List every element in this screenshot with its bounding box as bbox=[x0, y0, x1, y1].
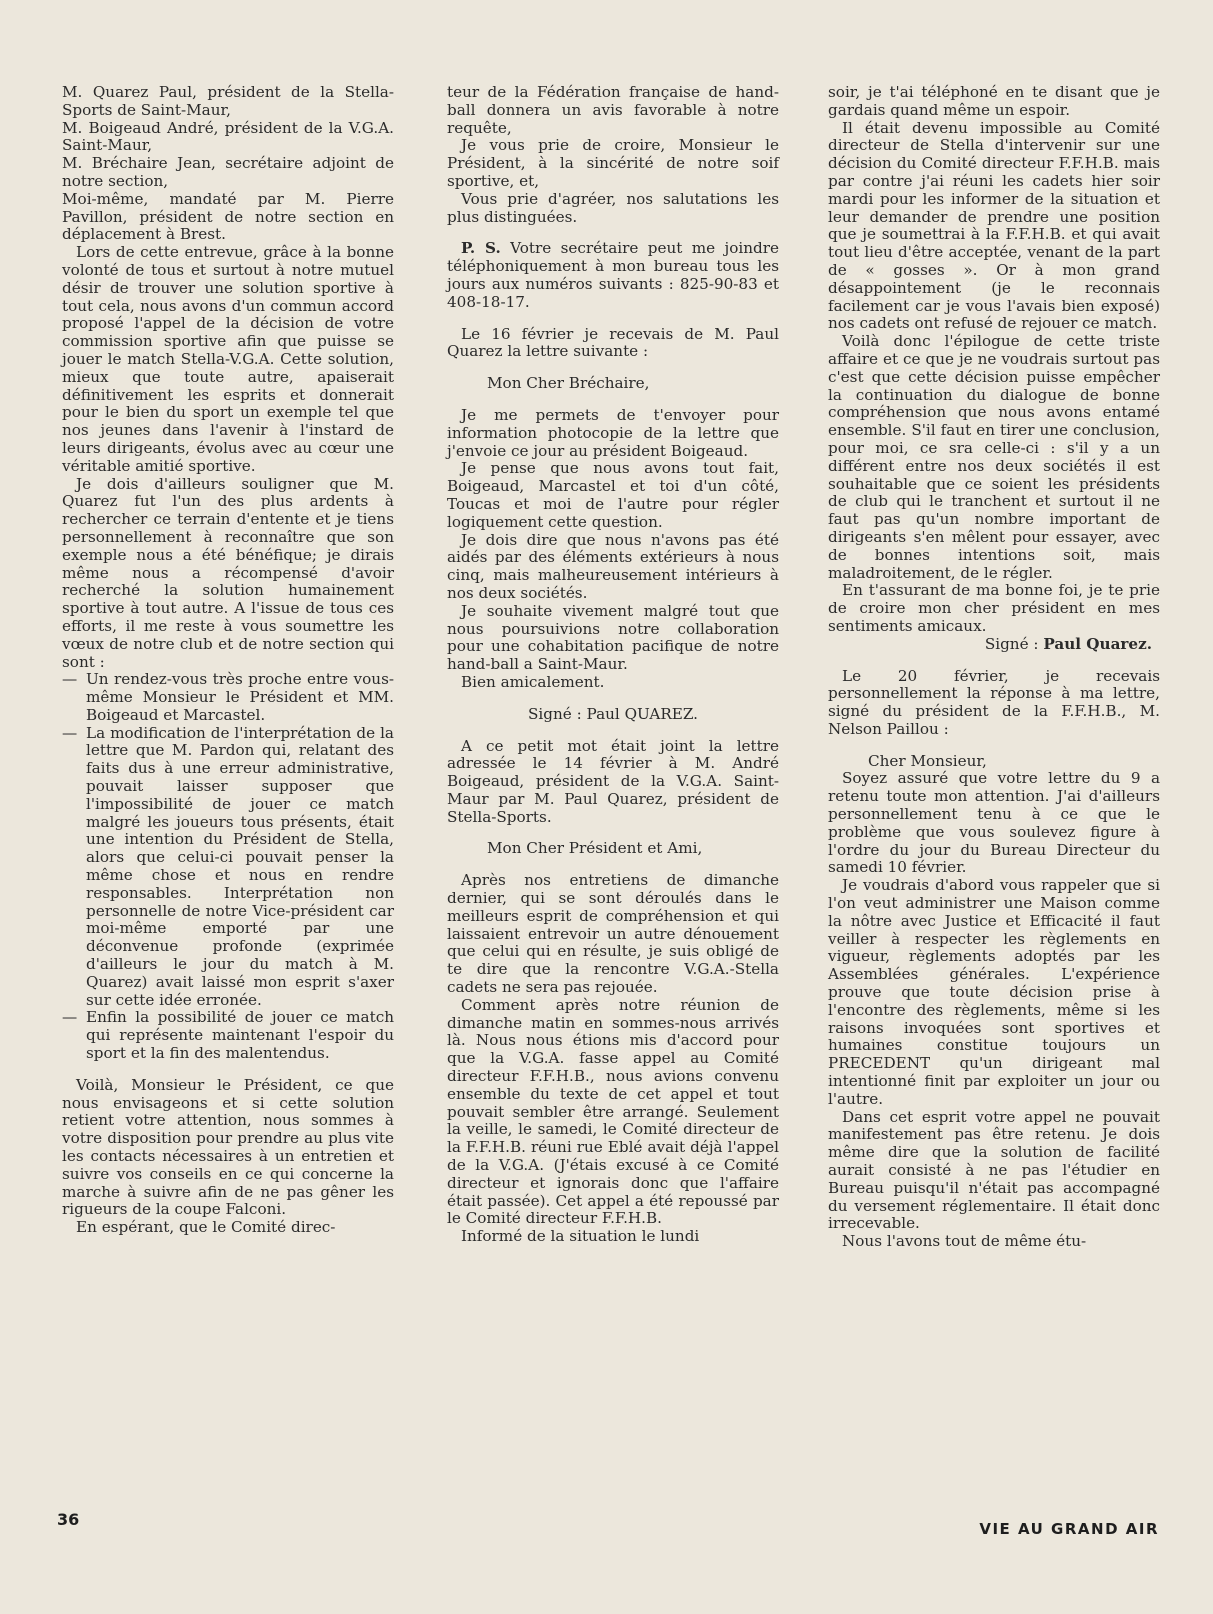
paragraph: Lors de cette entrevue, grâce à la bonne volonté de tous et surtout à notre mutuel désir de trouver une solution sportive à tout cela, nous avons d'un commun accord proposé l'appel de la décision de votre commission sportive afin que puisse se jouer le match Stella-V.G.A. Cette solution, mieux que toute autre, apaiserait définitivement les esprits et donnerait pour le bien du sport un exemple tel que nos jeunes dans l'avenir à l'instard de leurs dirigeants, évolus avec au cœur une véritable amitié sportive. bbox=[62, 243, 394, 475]
text-column-2 bbox=[447, 84, 779, 1246]
magazine-name: VIE AU GRAND AIR bbox=[979, 1520, 1159, 1538]
paragraph: Je voudrais d'abord vous rappeler que si l'on veut administrer une Maison comme la nôtre avec Justice et Efficacité il faut veiller à respecter les règlements en vigueur, règlements adoptés par les Assemblées générales. L'expérience prouve que toute décision prise à l'encontre des règlements, même si les raisons invoquées sont sportives et humaines constitue toujours un PRECEDENT qu'un dirigeant mal intentionné finit par exploiter un jour ou l'autre. bbox=[828, 876, 1160, 1108]
paragraph: Comment après notre réunion de dimanche matin en sommes-nous arrivés là. Nous nous étions mis d'accord pour que la V.G.A. fasse appel au Comité directeur F.F.H.B., nous avions convenu ensemble du texte de cet appel et tout pouvait sembler être arrangé. Seulement la veille, le samedi, le Comité directeur de la F.F.H.B. réuni rue Eblé avait déjà l'appel de la V.G.A. (J'étais excusé à ce Comité directeur et ignorais donc que l'affaire était passée). Cet appel a été repoussé par le Comité directeur F.F.H.B. bbox=[447, 995, 779, 1228]
paragraph: Bien amicalement. bbox=[461, 672, 605, 691]
text-column-1 bbox=[62, 84, 394, 1237]
text-column-3 bbox=[828, 84, 1160, 1251]
letter-salutation: Mon Cher Président et Ami, bbox=[487, 839, 703, 858]
page-number: 36 bbox=[57, 1510, 80, 1529]
paragraph: Nous l'avons tout de même étu- bbox=[842, 1232, 1087, 1251]
paragraph: Voilà, Monsieur le Président, ce que nous envisageons et si cette solution retient votre attention, nous sommes à votre disposition pour prendre au plus vite les contacts nécessaires à un entretien et suivre vos conseils en ce qui concerne la marche à suivre afin de ne pas gêner les rigueurs de la coupe Falconi. bbox=[62, 1075, 394, 1219]
letter-signature bbox=[828, 636, 1160, 654]
paragraph: Je me permets de t'envoyer pour information photocopie de la lettre que j'envoie ce jour au président Boigeaud. bbox=[447, 405, 779, 460]
paragraph: Après nos entretiens de dimanche dernier, qui se sont déroulés dans le meilleurs esprit de compréhension et qui laissaient entrevoir un autre dénouement que celui qui en résulte, je suis obligé de te dire que la rencontre V.G.A.-Stella cadets ne sera pas rejouée. bbox=[447, 871, 779, 997]
paragraph: Le 20 février, je recevais personnellement la réponse à ma lettre, signé du président de la F.F.H.B., M. Nelson Paillou : bbox=[828, 666, 1160, 738]
paragraph: Je souhaite vivement malgré tout que nous poursuivions notre collaboration pour une cohabitation pacifique de notre hand-ball a Saint-Maur. bbox=[447, 601, 779, 674]
paragraph: Je vous prie de croire, Monsieur le Président, à la sincérité de notre soif sportive, et, bbox=[447, 136, 779, 190]
list-item: — Un rendez-vous très proche entre vous-même Monsieur le Président et MM. Boigeaud et Marcastel. bbox=[62, 671, 394, 724]
list-item: — La modification de l'interprétation de la lettre que M. Pardon qui, relatant des faits dus à une erreur administrative, pouvait laisser supposer que l'impossibilité de jouer ce match malgré les joueurs tous présents, était une intention du Président de Stella, alors que celui-ci pouvait penser la même chose et nous en rendre responsables. Interprétation non personnelle de notre Vice-président car moi-même emporté par une déconvenue profonde (exprimée d'ailleurs le jour du match à M. Quarez) avait laissé mon esprit s'axer sur cette idée erronée. bbox=[62, 725, 394, 1010]
signature-label: Signé : bbox=[984, 634, 1039, 653]
paragraph: Le 16 février je recevais de M. Paul Quarez la lettre suivante : bbox=[447, 324, 779, 361]
paragraph: Je dois d'ailleurs souligner que M. Quarez fut l'un des plus ardents à rechercher ce terrain d'entente et je tiens personnellement à reconnaître que son exemple nous a été bénéfique; je dirais même nous a récompensé d'avoir recherché la solution humainement sportive à tout autre. A l'issue de tous ces efforts, il me reste à vous soumettre les vœux de notre club et de notre section qui sont : bbox=[62, 474, 394, 671]
paragraph: Vous prie d'agréer, nos salutations les plus distinguées. bbox=[447, 189, 779, 226]
paragraph: En espérant, que le Comité direc- bbox=[76, 1218, 336, 1237]
list-item: — Enfin la possibilité de jouer ce match qui représente maintenant l'espoir du sport et la fin des malentendus. bbox=[62, 1009, 394, 1062]
paragraph: Informé de la situation le lundi bbox=[461, 1227, 700, 1246]
postscript-label: P. S. bbox=[461, 239, 501, 258]
signature-name: Paul Quarez. bbox=[1043, 634, 1152, 653]
paragraph: Dans cet esprit votre appel ne pouvait manifestement pas être retenu. Je dois même dire que la solution de facilité aurait consisté à ne pas l'étudier en Bureau puisqu'il n'était pas accompagné du versement réglementaire. Il était donc irrecevable. bbox=[828, 1107, 1160, 1233]
postscript bbox=[447, 240, 779, 311]
paragraph: Il était devenu impossible au Comité directeur de Stella d'intervenir sur une décision du Comité directeur F.F.H.B. mais par contre j'ai réuni les cadets hier soir mardi pour les informer de la situation et leur demander de prendre une position que je soumettrai à la F.F.H.B. et qui avait tout lieu d'être acceptée, venant de la part de « gosses ». Or à mon grand désappointement (je le reconnais facilement car je vous l'avais bien exposé) nos cadets ont refusé de rejouer ce match. bbox=[828, 118, 1160, 333]
paragraph: En t'assurant de ma bonne foi, je te prie de croire mon cher président en mes sentiments amicaux. bbox=[828, 581, 1160, 635]
paragraph: Moi-même, mandaté par M. Pierre Pavillon, président de notre section en déplacement à Brest. bbox=[62, 189, 394, 244]
paragraph: soir, je t'ai téléphoné en te disant que je gardais quand même un espoir. bbox=[828, 83, 1160, 119]
paragraph: M. Bréchaire Jean, secrétaire adjoint de notre section, bbox=[62, 154, 394, 190]
paragraph: Je pense que nous avons tout fait, Boigeaud, Marcastel et toi d'un côté, Toucas et moi de l'autre pour régler logiquement cette question. bbox=[447, 459, 779, 531]
postscript-text: Votre secrétaire peut me joindre téléphoniquement à mon bureau tous les jours aux numéros suivants : 825-90-83 et 408-18-17. bbox=[447, 239, 780, 311]
paragraph: teur de la Fédération française de hand-ball donnera un avis favorable à notre requête, bbox=[447, 83, 779, 137]
paragraph: Soyez assuré que votre lettre du 9 a retenu toute mon attention. J'ai d'ailleurs personnellement tenu à ce que le problème que vous soulevez figure à l'ordre du jour du Bureau Directeur du samedi 10 février. bbox=[828, 769, 1160, 877]
paragraph: M. Boigeaud André, président de la V.G.A. Saint-Maur, bbox=[62, 118, 394, 155]
paragraph: Voilà donc l'épilogue de cette triste affaire et ce que je ne voudrais surtout pas c'est que cette décision puisse empêcher la continuation du dialogue de bonne compréhension que nous avons entamé ensemble. S'il faut en tirer une conclusion, pour moi, ce sra celle-ci : s'il y a un différent entre nos deux sociétés il est souhaitable que ce soient les présidents de club qui le tranchent et surtout il ne faut pas qu'un nombre important de dirigeants s'en mêlent pour essayer, avec de bonnes intentions soit, mais maladroitement, de le régler. bbox=[828, 332, 1160, 582]
letter-salutation: Cher Monsieur, bbox=[868, 751, 987, 770]
paragraph: A ce petit mot était joint la lettre adressée le 14 février à M. André Boigeaud, président de la V.G.A. Saint-Maur par M. Paul Quarez, président de Stella-Sports. bbox=[447, 736, 779, 826]
letter-salutation: Mon Cher Bréchaire, bbox=[487, 374, 650, 393]
paragraph: M. Quarez Paul, président de la Stella-Sports de Saint-Maur, bbox=[62, 83, 394, 119]
letter-signature: Signé : Paul QUAREZ. bbox=[528, 704, 698, 723]
paragraph: Je dois dire que nous n'avons pas été aidés par des éléments extérieurs à nous cinq, mais malheureusement intérieurs à nos deux sociétés. bbox=[447, 530, 779, 602]
